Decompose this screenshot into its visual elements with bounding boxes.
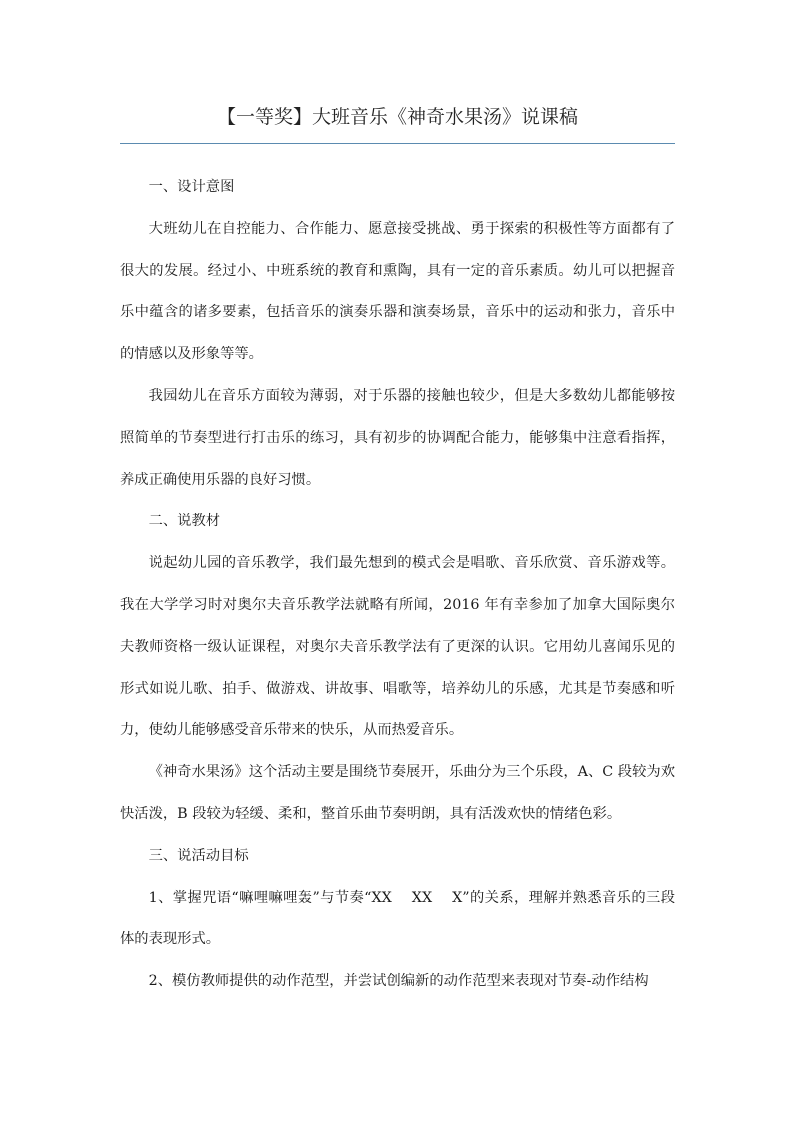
section-heading-activity-goals: 三、说活动目标 xyxy=(148,847,249,864)
paragraph: 大班幼儿在自控能力、合作能力、愿意接受挑战、勇于探索的积极性等方面都有了很大的发展。经过小、中班系统的教育和熏陶，具有一定的音乐素质。幼儿可以把握音乐中蕴含的诸多要素，包括音乐的演奏乐器和演奏场景，音乐中的运动和张力，音乐中的情感以及形象等等。 xyxy=(120,220,675,363)
paragraph: 《神奇水果汤》这个活动主要是围绕节奏展开，乐曲分为三个乐段，A、C 段较为欢快活泼，B 段较为轻缓、柔和，整首乐曲节奏明朗，具有活泼欢快的情绪色彩。 xyxy=(120,764,675,822)
paragraph: 我园幼儿在音乐方面较为薄弱，对于乐器的接触也较少，但是大多数幼儿都能够按照简单的节奏型进行打击乐的练习，具有初步的协调配合能力，能够集中注意看指挥，养成正确使用乐器的良好习惯。 xyxy=(120,387,675,488)
title-divider xyxy=(120,143,675,144)
section-heading-design-intent: 一、设计意图 xyxy=(148,179,235,195)
section-heading-teaching-material: 二、说教材 xyxy=(148,513,221,530)
paragraph: 1、掌握咒语“嘛哩嘛哩轰”与节奏“XX XX X”的关系，理解并熟悉音乐的三段体的表现形式。 xyxy=(120,889,675,948)
document-title: 【一等奖】大班音乐《神奇水果汤》说课稿 xyxy=(216,106,578,128)
document-body xyxy=(120,167,675,1003)
paragraph: 2、模仿教师提供的动作范型，并尝试创编新的动作范型来表现对节奏-动作结构 xyxy=(148,973,649,990)
paragraph: 说起幼儿园的音乐教学，我们最先想到的模式会是唱歌、音乐欣赏、音乐游戏等。我在大学学习时对奥尔夫音乐教学法就略有所闻，2016 年有幸参加了加拿大国际奥尔夫教师资格一级认证课程，对奥尔夫音乐教学法有了更深的认识。它用幼儿喜闻乐见的形式如说儿歌、拍手、做游戏、讲故事、唱歌等，培养幼儿的乐感，尤其是节奏感和听力，使幼儿能够感受音乐带来的快乐，从而热爱音乐。 xyxy=(120,555,675,739)
